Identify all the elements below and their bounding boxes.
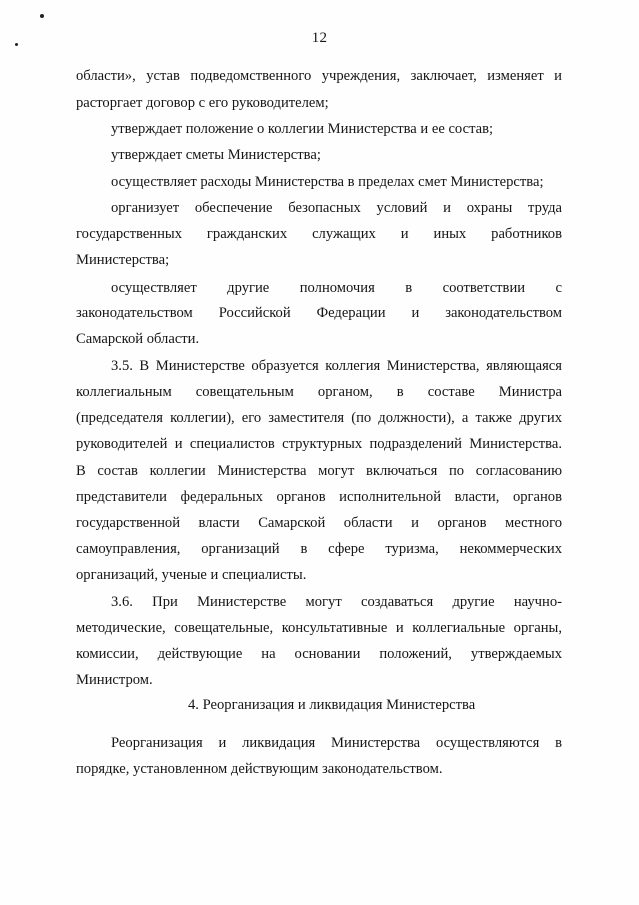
text-line: организует обеспечение безопасных условий и охраны труда xyxy=(111,200,562,216)
text-line: Самарской области. xyxy=(76,331,200,347)
text-line: утверждает сметы Министерства; xyxy=(111,147,321,163)
text-line: Министром. xyxy=(76,672,153,688)
text-line: расторгает договор с его руководителем; xyxy=(76,95,329,111)
text-line: 3.5. В Министерстве образуется коллегия Министерства, являющаяся xyxy=(111,358,562,374)
text-line: организаций, ученые и специалисты. xyxy=(76,567,307,583)
text-line: Реорганизация и ликвидация Министерства осуществляются в xyxy=(111,735,562,751)
text-line: В состав коллегии Министерства могут включаться по согласованию xyxy=(76,463,562,479)
section-heading: 4. Реорганизация и ликвидация Министерства xyxy=(188,697,476,713)
scan-speck xyxy=(40,14,44,18)
text-line: 3.6. При Министерстве могут создаваться другие научно- xyxy=(111,594,562,610)
text-line: законодательством Российской Федерации и законодательством xyxy=(76,305,562,321)
text-line: государственных гражданских служащих и иных работников xyxy=(76,226,562,242)
text-line: комиссии, действующие на основании положений, утверждаемых xyxy=(76,646,562,662)
text-line: государственной власти Самарской области и органов местного xyxy=(76,515,562,531)
text-line: руководителей и специалистов структурных подразделений Министерства. xyxy=(76,436,562,452)
text-line: коллегиальным совещательным органом, в составе Министра xyxy=(76,384,562,400)
text-line: методические, совещательные, консультативные и коллегиальные органы, xyxy=(76,620,562,636)
text-line: порядке, установленном действующим законодательством. xyxy=(76,761,443,777)
text-line: самоуправления, организаций в сфере туризма, некоммерческих xyxy=(76,541,562,557)
text-line: Министерства; xyxy=(76,252,170,268)
text-line: утверждает положение о коллегии Министерства и ее состав; xyxy=(111,121,494,137)
text-line: представители федеральных органов исполнительной власти, органов xyxy=(76,489,562,505)
text-line: осуществляет другие полномочия в соответствии с xyxy=(111,280,562,296)
page-number: 12 xyxy=(311,30,328,46)
text-line: (председателя коллегии), его заместителя (по должности), а также других xyxy=(76,410,562,426)
text-line: области», устав подведомственного учреждения, заключает, изменяет и xyxy=(76,68,562,84)
text-line: осуществляет расходы Министерства в пределах смет Министерства; xyxy=(111,174,544,190)
